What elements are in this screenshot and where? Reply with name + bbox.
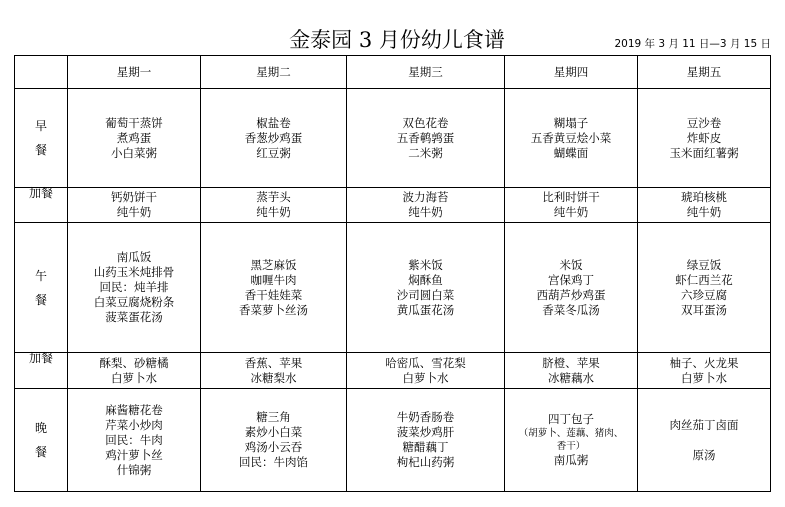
- dish: 鸡汁萝卜丝: [105, 447, 163, 462]
- dish-note: （胡萝卜、莲藕、猪肉、: [518, 428, 624, 439]
- dish: 玉米面红薯粥: [669, 145, 739, 160]
- menu-cell: [505, 223, 638, 353]
- meal-label: 早: [34, 119, 47, 133]
- dish: 纯牛奶: [116, 205, 152, 219]
- dish: 紫米饭: [408, 257, 443, 272]
- menu-cell: [638, 389, 771, 492]
- dish: 纯牛奶: [408, 205, 443, 219]
- dish: 糖三角: [256, 410, 291, 424]
- dish: 绿豆饭: [686, 257, 722, 272]
- dish: 纯牛奶: [686, 205, 722, 219]
- day-header: 星期四: [505, 56, 638, 89]
- dish: 五香黄豆烩小菜: [530, 130, 612, 145]
- dish-spacer: [638, 433, 770, 448]
- date-range: 2019 年 3 月 11 日—3 月 15 日: [614, 38, 771, 50]
- dish: 糖醋藕丁: [402, 440, 449, 454]
- dish: 钙奶饼干: [111, 190, 157, 204]
- menu-cell: [347, 223, 505, 353]
- dish: 肉丝茄丁卤面: [669, 417, 739, 432]
- meal-row-lunch: [15, 223, 771, 353]
- page-title: 金泰园 3 月份幼儿食谱: [289, 28, 505, 52]
- day-header: 星期五: [638, 56, 771, 89]
- dish: 柚子、火龙果: [669, 355, 739, 370]
- dish: 双耳蛋汤: [681, 302, 727, 317]
- dish: 白菜豆腐烧粉条: [93, 295, 175, 309]
- dish: 焖酥鱼: [408, 272, 443, 287]
- menu-cell: [347, 353, 505, 389]
- meal-label-cell: [15, 223, 68, 353]
- dish: 香菜萝卜丝汤: [239, 302, 308, 317]
- menu-cell: [68, 389, 201, 492]
- meal-label: 餐: [34, 143, 47, 157]
- menu-cell: [201, 353, 347, 389]
- meal-label: 加餐: [28, 185, 53, 200]
- dish: 米饭: [559, 257, 583, 272]
- menu-cell: [505, 89, 638, 188]
- dish: 炸虾皮: [686, 130, 722, 145]
- dish: 纯牛奶: [553, 205, 589, 219]
- meal-label-cell: [15, 353, 68, 389]
- menu-cell: [638, 223, 771, 353]
- meal-row-morning-snack: [15, 188, 771, 223]
- dish: 西葫芦炒鸡蛋: [536, 287, 606, 302]
- header-row: [15, 56, 771, 89]
- dish: 白萝卜水: [402, 370, 449, 385]
- menu-cell: [638, 188, 771, 223]
- dish: 沙司圆白菜: [396, 287, 455, 302]
- dish: 香蕉、苹果: [244, 355, 303, 370]
- dish-note: 香干）: [556, 441, 586, 452]
- dish: 豆沙卷: [686, 115, 722, 130]
- menu-cell: [68, 223, 201, 353]
- dish: 什锦粥: [116, 462, 152, 477]
- dish: 冰糖藕水: [548, 370, 594, 385]
- menu-cell: [68, 188, 201, 223]
- dish: 麻酱糖花卷: [105, 402, 163, 417]
- dish: 冰糖梨水: [250, 370, 297, 385]
- dish: 黄瓜蛋花汤: [396, 302, 455, 317]
- dish: 南瓜饭: [116, 250, 152, 264]
- dish: 小白菜粥: [111, 145, 157, 160]
- dish: 原汤: [692, 447, 716, 462]
- dish: 白萝卜水: [681, 370, 727, 385]
- dish: 香菜冬瓜汤: [542, 302, 600, 317]
- meal-label: 晚: [34, 421, 47, 435]
- menu-cell: [347, 89, 505, 188]
- dish: 双色花卷: [402, 115, 449, 130]
- dish: 红豆粥: [256, 145, 291, 160]
- menu-cell: [505, 188, 638, 223]
- meal-label: 加餐: [28, 351, 53, 365]
- day-header: 星期三: [347, 56, 505, 89]
- dish: 宫保鸡丁: [548, 272, 594, 287]
- menu-cell: [201, 389, 347, 492]
- meal-label-cell: [15, 185, 68, 223]
- dish: 黑芝麻饭: [250, 257, 297, 272]
- menu-cell: [201, 188, 347, 223]
- dish: 牛奶香肠卷: [396, 410, 455, 424]
- menu-cell: [638, 89, 771, 188]
- day-header: 星期二: [201, 56, 347, 89]
- meal-label-cell: [15, 89, 68, 188]
- corner-cell: [15, 56, 68, 89]
- dish: 咖喱牛肉: [250, 272, 297, 287]
- dish: 菠菜炒鸡肝: [396, 425, 455, 439]
- dish: 回民：炖羊排: [99, 280, 169, 294]
- dish: 琥珀核桃: [681, 190, 727, 204]
- menu-cell: [638, 353, 771, 389]
- dish: 椒盐卷: [256, 115, 291, 130]
- menu-cell: [347, 389, 505, 492]
- day-header: 星期一: [68, 56, 201, 89]
- dish: 六珍豆腐: [681, 287, 727, 302]
- dish: 回民：牛肉馅: [239, 455, 308, 469]
- dish: 香干娃娃菜: [244, 287, 303, 302]
- menu-cell: [347, 188, 505, 223]
- meal-row-dinner: [15, 389, 771, 492]
- menu-cell: [505, 353, 638, 389]
- dish: 芹菜小炒肉: [105, 417, 163, 432]
- dish: 菠菜蛋花汤: [105, 310, 163, 324]
- menu-cell: [68, 353, 201, 389]
- dish: 蝴蝶面: [553, 145, 589, 160]
- menu-table: [14, 55, 771, 492]
- dish: 素炒小白菜: [244, 425, 303, 439]
- menu-cell: [68, 89, 201, 188]
- dish: 比利时饼干: [542, 190, 600, 204]
- dish: 脐橙、苹果: [542, 355, 600, 370]
- meal-label: 餐: [34, 445, 47, 459]
- dish: 回民：牛肉: [105, 432, 163, 447]
- dish: 枸杞山药粥: [396, 455, 455, 469]
- dish: 南瓜粥: [553, 453, 589, 467]
- dish: 四丁包子: [548, 412, 594, 426]
- dish: 二米粥: [408, 145, 443, 160]
- menu-cell: [201, 89, 347, 188]
- dish: 葡萄干蒸饼: [105, 115, 163, 130]
- dish: 五香鹌鹑蛋: [396, 130, 455, 145]
- dish: 纯牛奶: [256, 205, 291, 219]
- dish: 鸡汤小云吞: [244, 440, 303, 454]
- dish: 波力海苔: [402, 190, 449, 204]
- dish: 哈密瓜、雪花梨: [385, 355, 466, 370]
- meal-label-cell: [15, 389, 68, 492]
- dish: 山药玉米炖排骨: [93, 265, 175, 279]
- meal-label: 午: [34, 268, 47, 283]
- menu-cell: [201, 223, 347, 353]
- dish: 白萝卜水: [111, 370, 157, 385]
- dish: 酥梨、砂糖橘: [99, 355, 169, 370]
- menu-cell: [505, 389, 638, 492]
- dish: 虾仁西兰花: [675, 272, 733, 287]
- meal-row-afternoon-snack: [15, 353, 771, 389]
- meal-label: 餐: [34, 292, 47, 307]
- dish: 蒸芋头: [256, 190, 291, 204]
- dish: 糊塌子: [553, 115, 589, 130]
- dish: 煮鸡蛋: [116, 130, 152, 145]
- dish: 香葱炒鸡蛋: [244, 130, 303, 145]
- meal-row-breakfast: [15, 89, 771, 188]
